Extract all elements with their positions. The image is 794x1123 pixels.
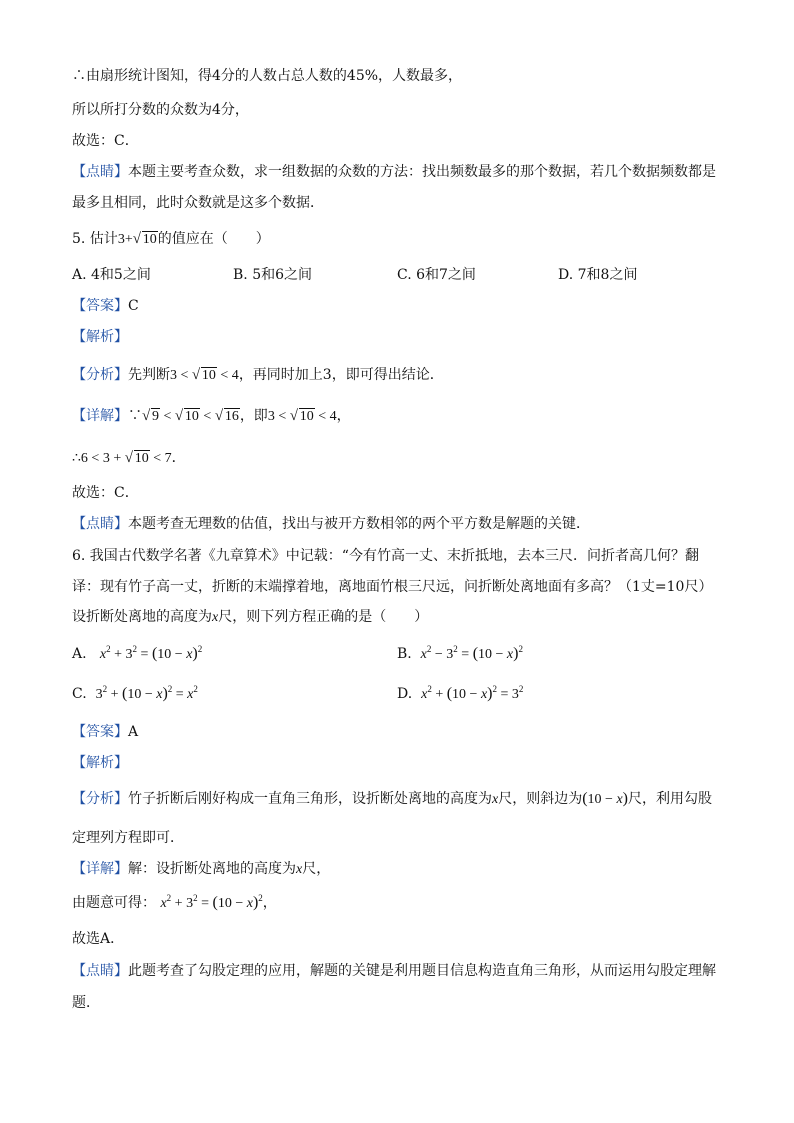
xiangjie-line: 【详解】∵ √ 9 < √ 10 < √ 16，即3 < √ 10 < 4， (72, 408, 351, 424)
therefore-line: ∴6 < 3 + √ 10 < 7． (72, 450, 186, 466)
question-5-option-b: B. 5和6之间 (233, 267, 313, 283)
text-line: 定理列方程即可． (72, 830, 184, 846)
text-line: 题． (72, 995, 100, 1011)
dianjing-text: 本题主要考查众数，求一组数据的众数的方法：找出频数最多的那个数据，若几个数据频数都是 (128, 164, 716, 180)
xiangjie-line: 【详解】解：设折断处离地的高度为x尺， (72, 861, 331, 877)
text-line: 所以所打分数的众数为4分， (72, 102, 249, 118)
text-line: ∴由扇形统计图知，得4分的人数占总人数的45%，人数最多， (72, 68, 463, 84)
sqrt-sign: √ 10 (191, 367, 216, 383)
answer-line: 【答案】C (72, 298, 139, 314)
question-6-stem: 6. 我国古代数学名著《九章算术》中记载：“今有竹高一丈、末折抵地，去本三尺．问折者高几何？翻 (72, 548, 699, 564)
text-line: 故选：C． (72, 133, 139, 149)
text-line: 故选A． (72, 931, 125, 947)
question-5-stem: 5. 估计3+ √ 10的值应在（ ） (72, 229, 270, 250)
question-5-option-d: D. 7和8之间 (558, 267, 638, 283)
equation-line: 由题意可得： $x^2 + 3^2 = (10 - x)^2$， (72, 893, 277, 911)
fenxi-line: 【分析】先判断3 < √ 10 < 4，再同时加上3，即可得出结论． (72, 365, 444, 386)
question-5-option-c: C. 6和7之间 (397, 267, 476, 283)
question-6-stem: 译：现有竹子高一丈，折断的末端撑着地，离地面竹根三尺远，问折断处离地面有多高？（1丈=10尺） (72, 579, 713, 595)
jiexi-heading: 【解析】 (72, 329, 128, 345)
question-6-option-d: D. $x^2 + (10 - x)^2 = 3^2$ (397, 684, 524, 702)
question-6-option-b: B. $x^2 - 3^2 = (10 - x)^2$ (397, 644, 523, 662)
jiexi-heading: 【解析】 (72, 755, 128, 771)
answer-line: 【答案】A (72, 724, 139, 740)
text-line (72, 162, 716, 182)
text-line: 故选：C． (72, 485, 139, 501)
question-6-option-a: A. $x^2 + 3^2 = (10 - x)^2$ (72, 644, 203, 662)
fenxi-line: 【分析】竹子折断后刚好构成一直角三角形，设折断处离地的高度为x尺，则斜边为(10 − x)尺，利用勾股 (72, 790, 712, 807)
question-6-stem: 设折断处离地的高度为x尺，则下列方程正确的是（ ） (72, 609, 429, 625)
dianjing-line: 【点睛】本题考查无理数的估值，找出与被开方数相邻的两个平方数是解题的关键． (72, 516, 590, 532)
question-6-option-c: C. $3^2 + (10 - x)^2 = x^2$ (72, 684, 198, 702)
dianjing-line: 【点睛】此题考查了勾股定理的应用，解题的关键是利用题目信息构造直角三角形，从而运用勾股定理解 (72, 963, 716, 979)
text-line: 最多且相同，此时众数就是这多个数据． (72, 195, 324, 211)
sqrt-sign: √ 10 (132, 231, 157, 247)
dianjing-tag: 【点睛】 (72, 164, 128, 180)
question-5-option-a: A. 4和5之间 (72, 267, 151, 283)
